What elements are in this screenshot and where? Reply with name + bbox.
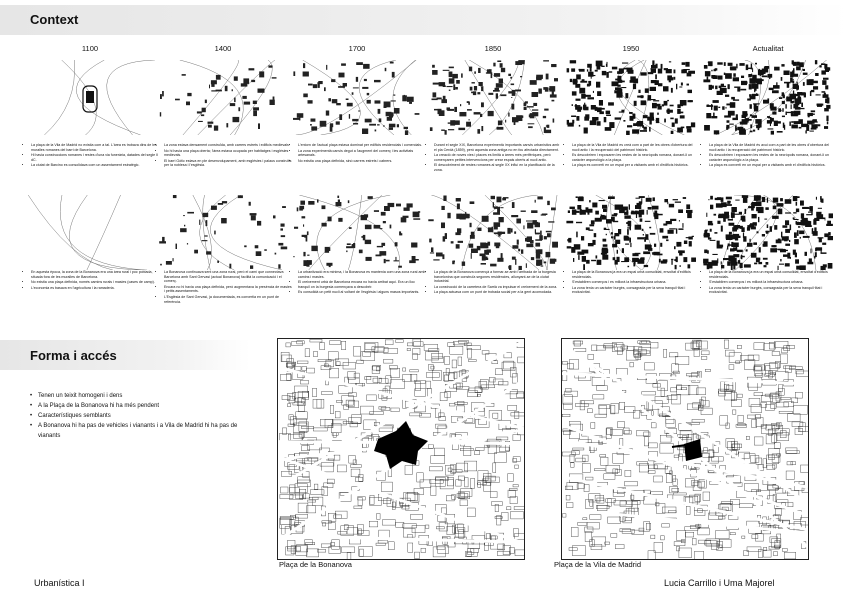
context-notes-top: [25, 143, 159, 169]
note-item: • La plaça es convertí en un espai per a visitants amb el d'edificis històrics.: [709, 163, 837, 168]
note-item: • L'economia es basava en l'agricultura i la ramaderia.: [31, 286, 159, 291]
footer-authors: Lucia Carrillo i Uma Majorel: [664, 578, 775, 588]
note-item: • La plaça de la Bonanova ja era un espai urbà consolidat, envoltat d'edificis residencials.: [572, 270, 700, 279]
note-item: • La plaça de la Vila de Madrid no existia com a tal. L'àrea es trobava dins de les muralles romanes del barri de Barcelona.: [31, 143, 159, 152]
note-item: • La plaça es convertí en un espai per a visitants amb el d'edificis històrics.: [572, 163, 700, 168]
vila-madrid-map-drawing: [562, 339, 808, 559]
bullet-item: • A Bonanova hi ha pas de vehicles i vianants i a Vila de Madrid hi ha pas de vianants: [38, 421, 238, 441]
note-item: • El creixement urbà de Barcelona encara no havia arribat aquí. Era un lloc tranquil on la burgesia començava a descobrir.: [298, 280, 426, 289]
context-map-bottom: [25, 195, 155, 270]
context-header-band: [0, 5, 848, 35]
note-item: • La plaça de la Vila de Madrid es creà com a part de les obres d'obertura del nucli antic i la recuperació del patrimoni històric.: [572, 143, 700, 152]
bonanova-map-drawing: [278, 339, 524, 559]
note-item: • Encara no hi havia una plaça definida, però augmentava la presència de masies i petits assentaments.: [164, 285, 292, 294]
forma-bullets: [30, 391, 238, 441]
context-map-bottom: [428, 195, 558, 270]
year-label: 1400: [214, 44, 232, 53]
note-item: • Es descobriren i exposaren les restes de la necròpolis romana, donant-li un caràcter arqueològic a la plaça.: [709, 153, 837, 162]
note-item: • La urbanització era mínima, i la Bonanova es mantenia com una zona rural amb camins i masies.: [298, 270, 426, 279]
context-heading: Context: [30, 12, 79, 27]
year-label: 1100: [81, 44, 99, 53]
context-map-top: [292, 60, 422, 135]
context-notes-top: [566, 143, 700, 169]
note-item: • El barri Gòtic estava en ple desenvolupament, amb esglésies i palaus construïts per la noblesa i l'església.: [164, 159, 292, 168]
note-item: • No existia una plaça definida, sinó carrers estrets i cabrers.: [298, 159, 426, 164]
context-map-bottom: [292, 195, 422, 270]
note-item: • Es consolidà un petit nucli al voltant de l'església i alguns masos importants.: [298, 290, 426, 295]
note-item: • L'entorn de l'actual plaça estava dominat per edificis residencials i comercials.: [298, 143, 426, 148]
context-map-top: [428, 60, 558, 135]
note-item: • La creació de noves vies i places es limità a àrees més perifèriques, però començaren petites intervencions per crear espais oberts al nucli antic.: [434, 153, 562, 162]
note-item: • S'establiren comerços i es millorà la infraestructura urbana.: [709, 280, 837, 285]
context-notes-bottom: [25, 270, 159, 291]
note-item: • La zona estava densament construïda, amb carrers estrets i edificis medievals.: [164, 143, 292, 148]
context-notes-bottom: [158, 270, 292, 305]
note-item: • La zona experimentà canvis degut a l'augment del comerç i les activitats artesanals.: [298, 149, 426, 158]
year-label: Actualitat: [752, 44, 784, 53]
context-map-top: [158, 60, 288, 135]
year-label: 1950: [622, 44, 640, 53]
note-item: • La plaça actuava com un punt de trobada social per a la gent acomodada.: [434, 290, 562, 295]
context-notes-bottom: [703, 270, 837, 296]
bullet-item: • A la Plaça de la Bonanova hi ha més pendent: [38, 401, 238, 411]
context-notes-bottom: [566, 270, 700, 296]
note-item: • Es descobriren i exposaren les restes de la necròpolis romana, donant-li un caràcter arqueològic a la plaça.: [572, 153, 700, 162]
vila-madrid-map: [561, 338, 809, 560]
caption-bonanova: Plaça de la Bonanova: [279, 560, 352, 569]
context-notes-top: [158, 143, 292, 169]
context-map-bottom: [158, 195, 288, 270]
context-notes-top: [703, 143, 837, 169]
forma-heading: Forma i accés: [30, 348, 117, 363]
note-item: • En aquesta època, la zona de la Bonanova era una àrea rural i poc poblada, situada fora de les muralles de Barcelona.: [31, 270, 159, 279]
note-item: • Hi havia construccions romanes i restes d'una via funerària, datades del segle II dC.: [31, 153, 159, 162]
context-notes-top: [292, 143, 426, 164]
note-item: • La zona tenia un caràcter burgès, consagrada per la seva tranquil·litat i exclusivitat.: [709, 286, 837, 295]
context-map-top: [566, 60, 696, 135]
note-item: • S'establiren comerços i es millorà la infraestructura urbana.: [572, 280, 700, 285]
note-item: • No existia una plaça definida, només camins rurals i masies (cases de camp).: [31, 280, 159, 285]
year-label: 1850: [484, 44, 502, 53]
note-item: • L'Església de Sant Gervasi, ja documentada, es convertia en un punt de referència.: [164, 295, 292, 304]
note-item: • La Bonanova continuava sent una zona rural, però el camí que connectava Barcelona amb Sant Gervasi (actual Bonanova) facilità la comunicació i el comerç.: [164, 270, 292, 284]
bonanova-map: [277, 338, 525, 560]
note-item: • La plaça de la Vila de Madrid és avui com a part de les obres d'obertura del nucli antic i la recuperació del patrimoni històric.: [709, 143, 837, 152]
context-notes-top: [428, 143, 562, 174]
context-notes-bottom: [292, 270, 426, 296]
note-item: • La construcció de la carretera de Sarrià va impulsar el creixement de la zona.: [434, 285, 562, 290]
bullet-item: • Característiques semblants: [38, 411, 238, 421]
note-item: • La plaça de la Bonanova ja era un espai urbà consolidat, envoltat d'edificis residencials.: [709, 270, 837, 279]
note-item: • La plaça de la Bonanova començà a formar-se amb l'arribada de la burgesia barcelonina que construïa segones residències, allunyant-se de la ciutat industrial.: [434, 270, 562, 284]
note-item: • Durant el segle XIX, Barcelona experimentà importants canvis urbanístics amb el pla Cerdà (1859), però aquesta zona antiga no en fou afectada directament.: [434, 143, 562, 152]
context-map-top: [703, 60, 833, 135]
note-item: • La zona tenia un caràcter burgès, consagrada per la seva tranquil·litat i exclusivitat.: [572, 286, 700, 295]
note-item: • La ciutat de Barcino es consolidava com un assentament estratègic.: [31, 163, 159, 168]
note-item: • El descobriment de restes romanes al segle XX influí en la planificació de la zona.: [434, 163, 562, 172]
note-item: • No hi havia una plaça oberta; l'àrea estava ocupada per habitatges i esglésies medievals.: [164, 149, 292, 158]
footer-course: Urbanística I: [34, 578, 85, 588]
context-map-bottom: [566, 195, 696, 270]
caption-vila-madrid: Plaça de la Vila de Madrid: [554, 560, 641, 569]
forma-header-band: [0, 340, 250, 370]
context-map-bottom: [703, 195, 833, 270]
context-notes-bottom: [428, 270, 562, 296]
bullet-item: • Tenen un teixit homogeni i dens: [38, 391, 238, 401]
context-map-top: [25, 60, 155, 135]
year-label: 1700: [348, 44, 366, 53]
